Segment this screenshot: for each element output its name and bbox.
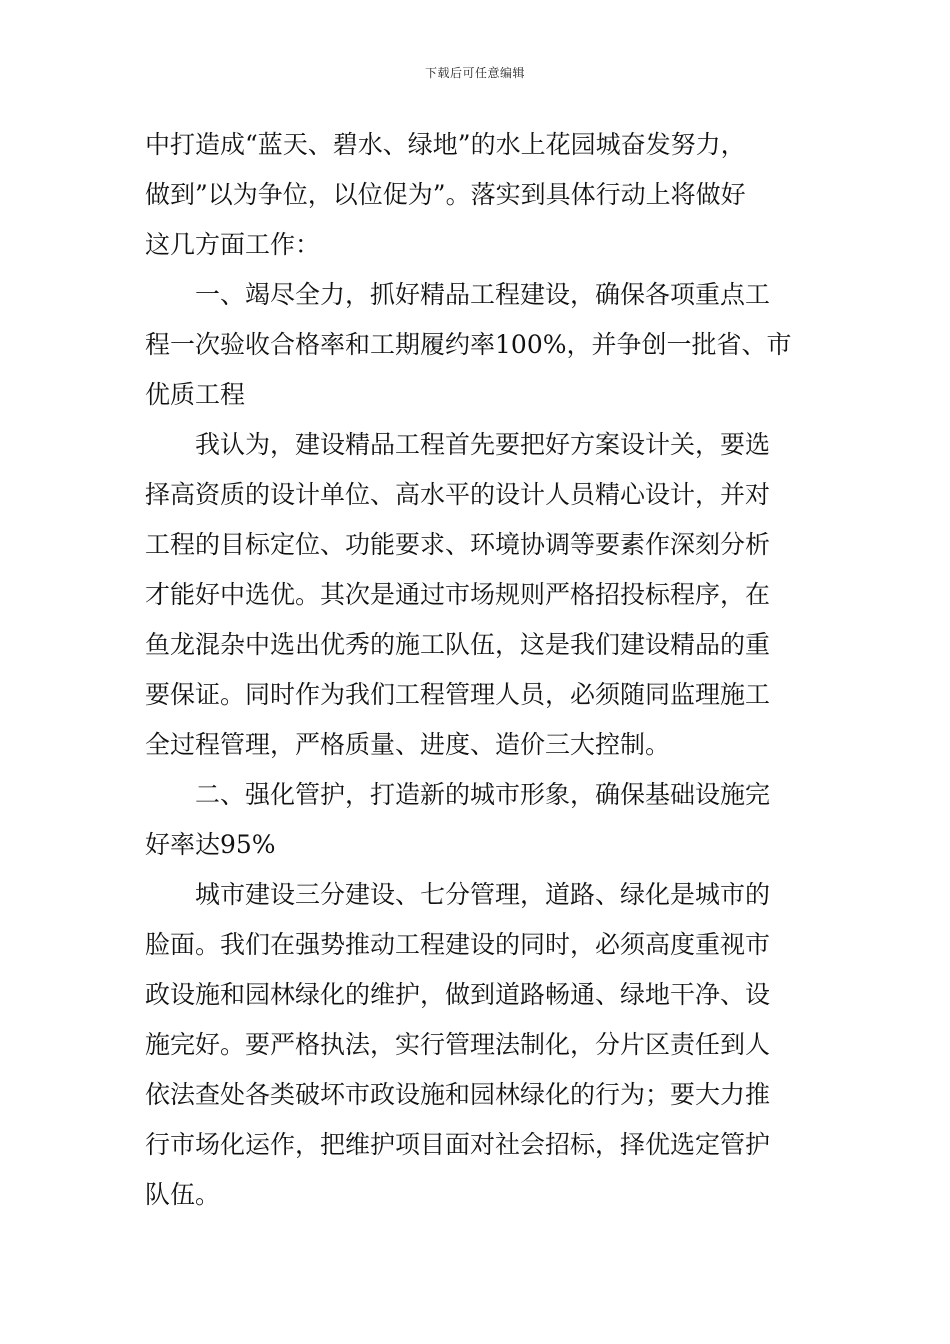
paragraph-4-heading-two: 二、强化管护，打造新的城市形象，确保基础设施完 好率达95% — [145, 780, 771, 859]
paragraph-1: 中打造成“蓝天、碧水、绿地”的水上花园城奋发努力， 做到”以为争位，以位促为”。落实到具体行动上将做好 这几方面工作： — [145, 130, 746, 259]
paragraph-5: 城市建设三分建设、七分管理，道路、绿化是城市的 脸面。我们在强势推动工程建设的同时，必须高度重视市 政设施和园林绿化的维护，做到道路畅通、绿地干净、设 施完好。要严格执法，实行管理法制化，分片区责任到人 依法查处各类破坏市政设施和园林绿化的行为；要大力推 行市场化运作，把维护项目面对社会招标，择优选定管护 队伍。 — [145, 880, 771, 1209]
paragraph-3: 我认为，建设精品工程首先要把好方案设计关，要选 择高资质的设计单位、高水平的设计人员精心设计，并对 工程的目标定位、功能要求、环境协调等要素作深刻分析 才能好中选优。其次是通过市场规则严格招投标程序，在 鱼龙混杂中选出优秀的施工队伍，这是我们建设精品的重 要保证。同时作为我们工程管理人员，必须随同监理施工 全过程管理，严格质量、进度、造价三大控制。 — [145, 430, 771, 759]
paragraph-2-heading-one: 一、竭尽全力，抓好精品工程建设，确保各项重点工 程一次验收合格率和工期履约率100%，并争创一批省、市 优质工程 — [145, 280, 792, 409]
page-header: 下载后可任意编辑 — [424, 66, 525, 80]
document-body — [145, 120, 805, 1220]
